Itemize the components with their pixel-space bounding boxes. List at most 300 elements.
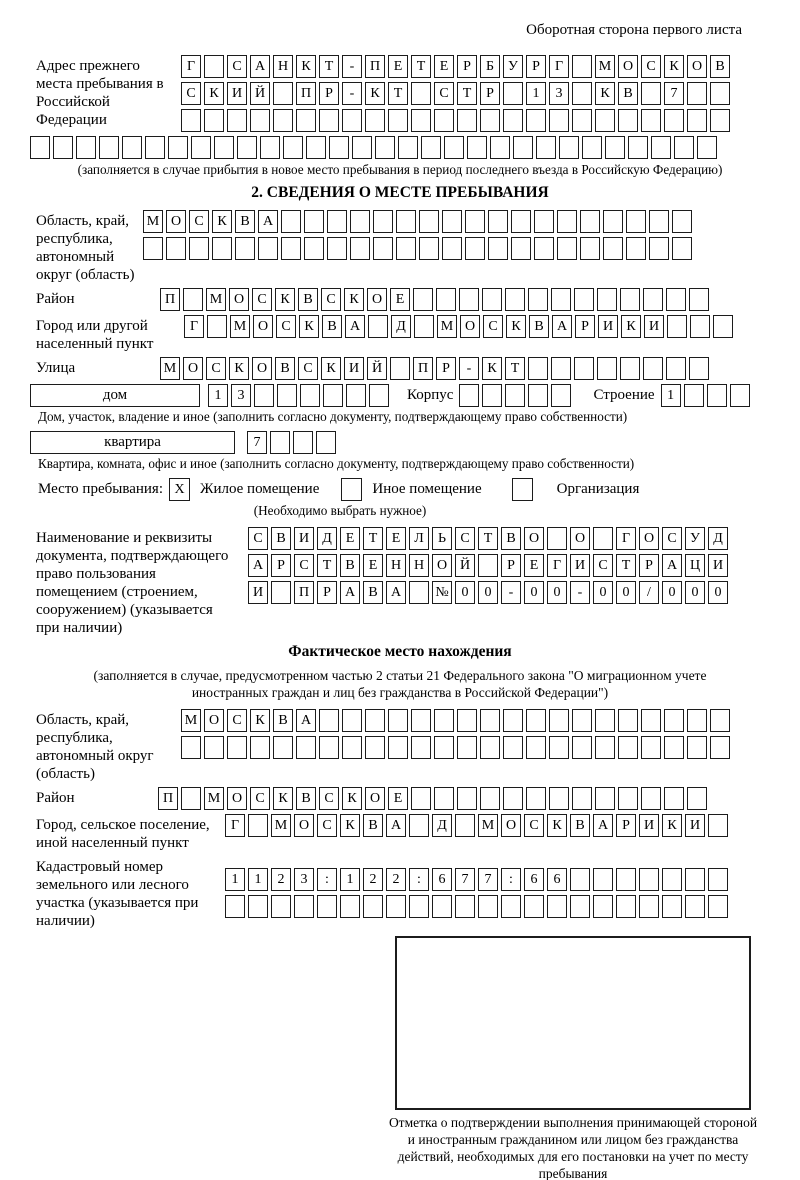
char-cell[interactable]: № <box>432 581 452 604</box>
char-cell[interactable]: 7 <box>455 868 475 891</box>
char-cell[interactable]: К <box>340 814 360 837</box>
char-cell[interactable]: В <box>363 581 383 604</box>
char-cell[interactable]: К <box>273 787 293 810</box>
char-cell[interactable]: 1 <box>526 82 546 105</box>
char-cell[interactable] <box>294 895 314 918</box>
char-cell[interactable] <box>534 210 554 233</box>
char-cell[interactable]: Т <box>317 554 337 577</box>
char-cell[interactable] <box>641 109 661 132</box>
char-cell[interactable]: С <box>181 82 201 105</box>
char-cell[interactable]: В <box>235 210 255 233</box>
char-cell[interactable] <box>365 709 385 732</box>
char-cell[interactable] <box>641 787 661 810</box>
char-cell[interactable]: В <box>273 709 293 732</box>
char-cell[interactable]: Д <box>708 527 728 550</box>
char-cell[interactable]: М <box>478 814 498 837</box>
char-cell[interactable]: Т <box>616 554 636 577</box>
char-cell[interactable]: В <box>529 315 549 338</box>
char-cell[interactable]: М <box>160 357 180 380</box>
char-cell[interactable] <box>641 82 661 105</box>
char-cell[interactable]: И <box>227 82 247 105</box>
char-cell[interactable]: Е <box>386 527 406 550</box>
char-cell[interactable] <box>687 82 707 105</box>
char-cell[interactable] <box>181 787 201 810</box>
char-cell[interactable]: Г <box>184 315 204 338</box>
char-cell[interactable] <box>580 237 600 260</box>
char-cell[interactable]: С <box>593 554 613 577</box>
char-cell[interactable]: А <box>552 315 572 338</box>
char-cell[interactable] <box>480 787 500 810</box>
char-cell[interactable]: К <box>595 82 615 105</box>
char-cell[interactable]: 0 <box>708 581 728 604</box>
char-cell[interactable]: 1 <box>661 384 681 407</box>
char-cell[interactable]: Р <box>271 554 291 577</box>
char-cell[interactable] <box>30 136 50 159</box>
char-cell[interactable]: Е <box>434 55 454 78</box>
char-cell[interactable]: М <box>204 787 224 810</box>
char-cell[interactable] <box>414 315 434 338</box>
char-cell[interactable] <box>710 709 730 732</box>
char-cell[interactable] <box>710 736 730 759</box>
char-cell[interactable] <box>687 787 707 810</box>
char-cell[interactable] <box>413 288 433 311</box>
char-cell[interactable] <box>672 210 692 233</box>
char-cell[interactable] <box>639 895 659 918</box>
char-cell[interactable]: К <box>212 210 232 233</box>
char-cell[interactable]: О <box>460 315 480 338</box>
residence-checkbox-dwelling[interactable]: X <box>169 478 190 501</box>
char-cell[interactable] <box>572 82 592 105</box>
char-cell[interactable]: Т <box>411 55 431 78</box>
char-cell[interactable] <box>181 736 201 759</box>
char-cell[interactable]: К <box>664 55 684 78</box>
char-cell[interactable] <box>323 384 343 407</box>
char-cell[interactable]: 2 <box>271 868 291 891</box>
char-cell[interactable]: И <box>708 554 728 577</box>
char-cell[interactable] <box>204 736 224 759</box>
char-cell[interactable]: А <box>386 581 406 604</box>
char-cell[interactable] <box>707 384 727 407</box>
char-cell[interactable]: О <box>618 55 638 78</box>
char-cell[interactable] <box>319 736 339 759</box>
char-cell[interactable] <box>501 895 521 918</box>
char-cell[interactable] <box>685 868 705 891</box>
char-cell[interactable] <box>687 109 707 132</box>
char-cell[interactable] <box>687 709 707 732</box>
char-cell[interactable] <box>181 109 201 132</box>
char-cell[interactable] <box>273 82 293 105</box>
char-cell[interactable] <box>478 895 498 918</box>
char-cell[interactable] <box>605 136 625 159</box>
char-cell[interactable] <box>480 109 500 132</box>
char-cell[interactable]: Д <box>432 814 452 837</box>
char-cell[interactable]: А <box>340 581 360 604</box>
char-cell[interactable] <box>618 736 638 759</box>
char-cell[interactable]: Ь <box>432 527 452 550</box>
char-cell[interactable]: Н <box>409 554 429 577</box>
char-cell[interactable] <box>639 868 659 891</box>
char-cell[interactable] <box>457 709 477 732</box>
char-cell[interactable] <box>685 895 705 918</box>
char-cell[interactable] <box>603 210 623 233</box>
char-cell[interactable] <box>618 109 638 132</box>
char-cell[interactable] <box>547 895 567 918</box>
char-cell[interactable] <box>166 237 186 260</box>
char-cell[interactable]: М <box>181 709 201 732</box>
char-cell[interactable]: А <box>345 315 365 338</box>
char-cell[interactable] <box>411 82 431 105</box>
char-cell[interactable]: 3 <box>294 868 314 891</box>
char-cell[interactable]: К <box>365 82 385 105</box>
char-cell[interactable]: В <box>271 527 291 550</box>
char-cell[interactable] <box>572 736 592 759</box>
char-cell[interactable] <box>505 384 525 407</box>
char-cell[interactable]: К <box>344 288 364 311</box>
char-cell[interactable] <box>549 787 569 810</box>
char-cell[interactable] <box>317 895 337 918</box>
char-cell[interactable]: О <box>227 787 247 810</box>
char-cell[interactable]: С <box>434 82 454 105</box>
char-cell[interactable]: П <box>365 55 385 78</box>
char-cell[interactable]: С <box>524 814 544 837</box>
char-cell[interactable]: 1 <box>225 868 245 891</box>
char-cell[interactable] <box>551 384 571 407</box>
char-cell[interactable] <box>664 109 684 132</box>
char-cell[interactable] <box>319 109 339 132</box>
char-cell[interactable] <box>626 210 646 233</box>
char-cell[interactable] <box>526 736 546 759</box>
char-cell[interactable] <box>618 709 638 732</box>
char-cell[interactable]: О <box>432 554 452 577</box>
char-cell[interactable] <box>459 384 479 407</box>
char-cell[interactable]: - <box>501 581 521 604</box>
char-cell[interactable] <box>664 736 684 759</box>
char-cell[interactable]: Д <box>317 527 337 550</box>
char-cell[interactable]: К <box>204 82 224 105</box>
char-cell[interactable]: К <box>342 787 362 810</box>
char-cell[interactable] <box>457 109 477 132</box>
char-cell[interactable]: К <box>299 315 319 338</box>
char-cell[interactable] <box>708 814 728 837</box>
char-cell[interactable]: А <box>296 709 316 732</box>
char-cell[interactable] <box>329 136 349 159</box>
char-cell[interactable] <box>526 787 546 810</box>
char-cell[interactable] <box>570 895 590 918</box>
char-cell[interactable]: 0 <box>455 581 475 604</box>
char-cell[interactable] <box>248 814 268 837</box>
char-cell[interactable]: Г <box>547 554 567 577</box>
char-cell[interactable] <box>524 895 544 918</box>
char-cell[interactable] <box>689 357 709 380</box>
char-cell[interactable]: У <box>503 55 523 78</box>
char-cell[interactable] <box>511 210 531 233</box>
char-cell[interactable]: Е <box>390 288 410 311</box>
char-cell[interactable] <box>643 357 663 380</box>
char-cell[interactable] <box>503 709 523 732</box>
char-cell[interactable]: Е <box>388 787 408 810</box>
char-cell[interactable]: К <box>229 357 249 380</box>
char-cell[interactable]: Р <box>436 357 456 380</box>
char-cell[interactable] <box>304 237 324 260</box>
char-cell[interactable]: 6 <box>432 868 452 891</box>
char-cell[interactable] <box>689 288 709 311</box>
char-cell[interactable] <box>480 709 500 732</box>
char-cell[interactable] <box>620 357 640 380</box>
char-cell[interactable] <box>396 237 416 260</box>
char-cell[interactable]: С <box>276 315 296 338</box>
char-cell[interactable] <box>365 109 385 132</box>
char-cell[interactable]: В <box>570 814 590 837</box>
char-cell[interactable] <box>488 237 508 260</box>
char-cell[interactable]: О <box>253 315 273 338</box>
char-cell[interactable] <box>342 709 362 732</box>
char-cell[interactable]: О <box>524 527 544 550</box>
char-cell[interactable] <box>122 136 142 159</box>
char-cell[interactable] <box>442 210 462 233</box>
char-cell[interactable] <box>225 895 245 918</box>
char-cell[interactable]: 0 <box>524 581 544 604</box>
char-cell[interactable]: : <box>409 868 429 891</box>
char-cell[interactable] <box>204 109 224 132</box>
char-cell[interactable] <box>444 136 464 159</box>
char-cell[interactable]: Т <box>363 527 383 550</box>
char-cell[interactable] <box>363 895 383 918</box>
char-cell[interactable] <box>526 709 546 732</box>
char-cell[interactable] <box>708 895 728 918</box>
char-cell[interactable] <box>304 210 324 233</box>
char-cell[interactable] <box>603 237 623 260</box>
char-cell[interactable]: 1 <box>248 868 268 891</box>
char-cell[interactable]: К <box>296 55 316 78</box>
char-cell[interactable]: О <box>204 709 224 732</box>
char-cell[interactable] <box>409 581 429 604</box>
char-cell[interactable] <box>346 384 366 407</box>
char-cell[interactable]: 0 <box>685 581 705 604</box>
char-cell[interactable]: Й <box>250 82 270 105</box>
char-cell[interactable] <box>570 868 590 891</box>
char-cell[interactable]: О <box>570 527 590 550</box>
char-cell[interactable] <box>626 237 646 260</box>
char-cell[interactable] <box>687 736 707 759</box>
char-cell[interactable]: О <box>365 787 385 810</box>
char-cell[interactable] <box>620 288 640 311</box>
char-cell[interactable] <box>697 136 717 159</box>
char-cell[interactable] <box>467 136 487 159</box>
char-cell[interactable] <box>352 136 372 159</box>
char-cell[interactable] <box>595 709 615 732</box>
char-cell[interactable]: С <box>483 315 503 338</box>
char-cell[interactable]: 7 <box>664 82 684 105</box>
char-cell[interactable]: А <box>386 814 406 837</box>
char-cell[interactable] <box>258 237 278 260</box>
char-cell[interactable] <box>386 895 406 918</box>
char-cell[interactable] <box>143 237 163 260</box>
char-cell[interactable] <box>557 237 577 260</box>
char-cell[interactable]: Р <box>639 554 659 577</box>
char-cell[interactable] <box>369 384 389 407</box>
char-cell[interactable]: С <box>317 814 337 837</box>
char-cell[interactable]: В <box>363 814 383 837</box>
char-cell[interactable] <box>277 384 297 407</box>
char-cell[interactable]: Б <box>480 55 500 78</box>
char-cell[interactable]: В <box>618 82 638 105</box>
char-cell[interactable] <box>597 288 617 311</box>
char-cell[interactable]: Р <box>575 315 595 338</box>
char-cell[interactable] <box>436 288 456 311</box>
char-cell[interactable] <box>212 237 232 260</box>
char-cell[interactable] <box>710 109 730 132</box>
char-cell[interactable] <box>227 736 247 759</box>
char-cell[interactable] <box>557 210 577 233</box>
char-cell[interactable] <box>319 709 339 732</box>
char-cell[interactable] <box>511 237 531 260</box>
char-cell[interactable] <box>409 814 429 837</box>
char-cell[interactable] <box>662 868 682 891</box>
char-cell[interactable]: 1 <box>340 868 360 891</box>
char-cell[interactable]: А <box>248 554 268 577</box>
char-cell[interactable]: - <box>342 82 362 105</box>
char-cell[interactable] <box>375 136 395 159</box>
char-cell[interactable]: 0 <box>662 581 682 604</box>
char-cell[interactable] <box>398 136 418 159</box>
char-cell[interactable]: И <box>598 315 618 338</box>
char-cell[interactable] <box>390 357 410 380</box>
char-cell[interactable]: 2 <box>386 868 406 891</box>
char-cell[interactable] <box>296 736 316 759</box>
char-cell[interactable]: О <box>687 55 707 78</box>
char-cell[interactable] <box>340 895 360 918</box>
char-cell[interactable] <box>248 895 268 918</box>
char-cell[interactable]: Н <box>386 554 406 577</box>
char-cell[interactable] <box>409 895 429 918</box>
char-cell[interactable]: И <box>570 554 590 577</box>
char-cell[interactable]: 6 <box>524 868 544 891</box>
residence-checkbox-organization[interactable] <box>512 478 533 501</box>
char-cell[interactable] <box>664 787 684 810</box>
char-cell[interactable]: Р <box>480 82 500 105</box>
char-cell[interactable]: / <box>639 581 659 604</box>
char-cell[interactable]: 7 <box>247 431 267 454</box>
char-cell[interactable] <box>434 109 454 132</box>
char-cell[interactable]: Р <box>457 55 477 78</box>
char-cell[interactable] <box>373 237 393 260</box>
char-cell[interactable] <box>411 109 431 132</box>
char-cell[interactable] <box>572 787 592 810</box>
char-cell[interactable] <box>574 357 594 380</box>
char-cell[interactable]: М <box>143 210 163 233</box>
char-cell[interactable]: Р <box>616 814 636 837</box>
char-cell[interactable]: С <box>319 787 339 810</box>
char-cell[interactable] <box>666 288 686 311</box>
char-cell[interactable]: 1 <box>208 384 228 407</box>
char-cell[interactable] <box>478 554 498 577</box>
char-cell[interactable]: Й <box>455 554 475 577</box>
char-cell[interactable]: В <box>710 55 730 78</box>
char-cell[interactable]: 3 <box>549 82 569 105</box>
char-cell[interactable] <box>300 384 320 407</box>
char-cell[interactable] <box>595 736 615 759</box>
char-cell[interactable] <box>283 136 303 159</box>
char-cell[interactable] <box>572 109 592 132</box>
char-cell[interactable] <box>559 136 579 159</box>
char-cell[interactable] <box>528 288 548 311</box>
char-cell[interactable] <box>273 109 293 132</box>
char-cell[interactable] <box>388 736 408 759</box>
char-cell[interactable]: В <box>275 357 295 380</box>
char-cell[interactable]: Т <box>319 55 339 78</box>
char-cell[interactable]: С <box>227 709 247 732</box>
char-cell[interactable] <box>536 136 556 159</box>
char-cell[interactable]: О <box>252 357 272 380</box>
char-cell[interactable]: И <box>344 357 364 380</box>
char-cell[interactable] <box>237 136 257 159</box>
char-cell[interactable] <box>411 709 431 732</box>
char-cell[interactable]: 3 <box>231 384 251 407</box>
char-cell[interactable]: Е <box>340 527 360 550</box>
char-cell[interactable]: К <box>621 315 641 338</box>
char-cell[interactable] <box>528 384 548 407</box>
char-cell[interactable] <box>713 315 733 338</box>
char-cell[interactable]: С <box>321 288 341 311</box>
char-cell[interactable] <box>373 210 393 233</box>
char-cell[interactable]: : <box>317 868 337 891</box>
char-cell[interactable]: П <box>294 581 314 604</box>
char-cell[interactable] <box>710 82 730 105</box>
char-cell[interactable] <box>593 868 613 891</box>
char-cell[interactable] <box>183 288 203 311</box>
char-cell[interactable] <box>350 210 370 233</box>
char-cell[interactable] <box>708 868 728 891</box>
char-cell[interactable] <box>597 357 617 380</box>
char-cell[interactable] <box>432 895 452 918</box>
char-cell[interactable] <box>641 709 661 732</box>
char-cell[interactable]: Е <box>524 554 544 577</box>
char-cell[interactable]: И <box>639 814 659 837</box>
char-cell[interactable]: А <box>250 55 270 78</box>
char-cell[interactable] <box>145 136 165 159</box>
char-cell[interactable]: 7 <box>478 868 498 891</box>
char-cell[interactable] <box>99 136 119 159</box>
char-cell[interactable] <box>434 787 454 810</box>
char-cell[interactable]: В <box>296 787 316 810</box>
char-cell[interactable] <box>434 709 454 732</box>
char-cell[interactable] <box>207 315 227 338</box>
char-cell[interactable] <box>482 384 502 407</box>
char-cell[interactable]: К <box>275 288 295 311</box>
char-cell[interactable] <box>457 787 477 810</box>
char-cell[interactable] <box>503 736 523 759</box>
char-cell[interactable]: Т <box>388 82 408 105</box>
char-cell[interactable] <box>616 895 636 918</box>
char-cell[interactable] <box>582 136 602 159</box>
char-cell[interactable] <box>419 237 439 260</box>
char-cell[interactable]: О <box>639 527 659 550</box>
char-cell[interactable] <box>574 288 594 311</box>
char-cell[interactable] <box>549 736 569 759</box>
char-cell[interactable] <box>191 136 211 159</box>
char-cell[interactable] <box>421 136 441 159</box>
char-cell[interactable] <box>666 357 686 380</box>
char-cell[interactable] <box>270 431 290 454</box>
char-cell[interactable] <box>684 384 704 407</box>
char-cell[interactable] <box>651 136 671 159</box>
char-cell[interactable] <box>281 237 301 260</box>
char-cell[interactable] <box>580 210 600 233</box>
char-cell[interactable] <box>250 736 270 759</box>
char-cell[interactable]: 0 <box>547 581 567 604</box>
char-cell[interactable] <box>271 895 291 918</box>
char-cell[interactable]: Р <box>317 581 337 604</box>
